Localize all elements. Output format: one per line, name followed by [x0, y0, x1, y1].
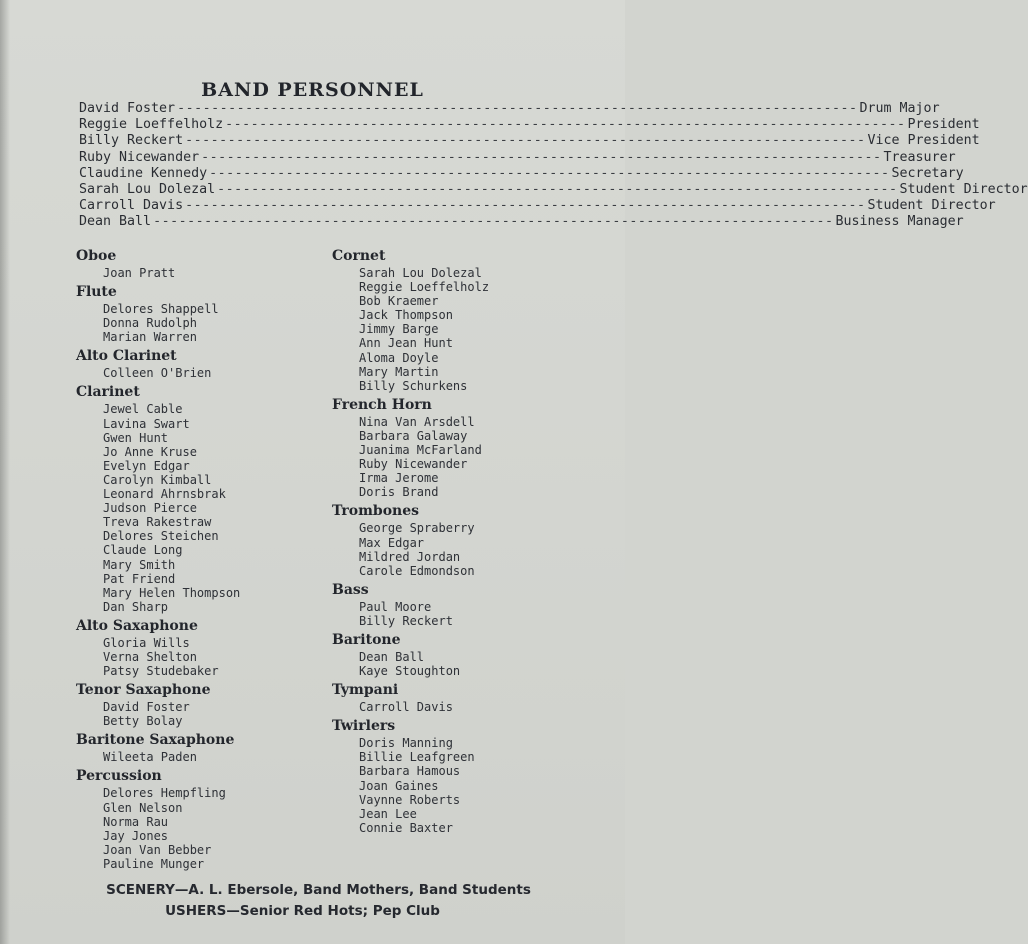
member-name: David Foster [103, 700, 190, 715]
member-name: Vaynne Roberts [359, 792, 461, 807]
member-name: Marian Warren [103, 330, 197, 345]
instrument-section [76, 347, 306, 380]
member-name: Carroll Davis [359, 700, 453, 715]
member-list [332, 600, 572, 628]
instrument-section [332, 247, 572, 393]
officer-row [79, 149, 956, 166]
section-heading: Alto Saxaphone [76, 617, 198, 634]
instrument-section [332, 631, 572, 678]
member-list [76, 700, 306, 728]
member-name: Irma Jerome [359, 471, 439, 486]
section-heading: Trombones [332, 503, 420, 520]
member-name: Doris Manning [359, 736, 453, 751]
leader-dots: -------------------------------------------------------------------------------- [225, 117, 906, 133]
officer-role: Student Director [899, 181, 1028, 197]
member-name: Kaye Stoughton [359, 664, 461, 679]
member-name: Jimmy Barge [359, 322, 439, 337]
member-name: Reggie Loeffelholz [359, 280, 490, 295]
officer-row [79, 181, 1028, 198]
officer-name: David Foster [79, 101, 176, 116]
officer-name: Claudine Kennedy [79, 165, 208, 181]
member-name: Billie Leafgreen [359, 750, 475, 765]
section-heading: Baritone Saxaphone [76, 732, 235, 749]
member-list [76, 366, 306, 380]
member-name: Jewel Cable [103, 402, 183, 417]
member-name: Delores Steichen [103, 529, 219, 544]
member-name: Connie Baxter [359, 820, 453, 835]
member-name: Mary Smith [103, 557, 176, 572]
member-name: Paul Moore [359, 599, 432, 614]
member-name: Leonard Ahrnsbrak [103, 487, 226, 502]
officer-row [79, 165, 964, 182]
leader-dots: -------------------------------------------------------------------------------- [153, 214, 834, 230]
member-list [332, 521, 572, 577]
section-heading: Percussion [76, 768, 162, 785]
leader-dots: -------------------------------------------------------------------------------- [185, 133, 866, 149]
member-name: Pat Friend [103, 571, 176, 586]
member-name: Billy Schurkens [359, 378, 468, 393]
member-name: Delores Shappell [103, 302, 219, 317]
section-heading: Tenor Saxaphone [76, 682, 211, 699]
member-name: Glen Nelson [103, 800, 183, 815]
member-name: Claude Long [103, 543, 183, 558]
section-heading: Bass [332, 581, 369, 598]
member-name: Carolyn Kimball [103, 472, 212, 487]
member-name: Jean Lee [359, 806, 417, 821]
instrument-section [76, 681, 306, 728]
member-list [76, 266, 306, 280]
member-name: Patsy Studebaker [103, 664, 219, 679]
instrument-section [76, 617, 306, 678]
officer-row [79, 133, 980, 149]
member-name: Dean Ball [359, 649, 425, 664]
page-edge-shadow [0, 0, 10, 944]
member-name: Gloria Wills [103, 635, 190, 650]
officer-row [79, 117, 980, 133]
officer-role: Business Manager [835, 214, 964, 230]
section-heading: Cornet [332, 248, 386, 264]
instrument-section [332, 681, 572, 714]
section-heading: Alto Clarinet [76, 348, 177, 365]
member-name: Juanima McFarland [359, 443, 482, 458]
member-list [76, 402, 306, 613]
member-list [332, 700, 572, 714]
member-name: Dan Sharp [103, 599, 169, 614]
member-name: Judson Pierce [103, 501, 197, 516]
instrument-section [76, 767, 306, 871]
leader-dots: -------------------------------------------------------------------------------- [217, 181, 898, 197]
section-heading: Clarinet [76, 384, 140, 401]
member-name: Verna Shelton [103, 649, 197, 664]
section-heading: Twirlers [332, 718, 396, 735]
member-name: Mary Martin [359, 364, 439, 379]
officer-role: President [907, 117, 980, 133]
officer-name: Sarah Lou Dolezal [79, 181, 216, 197]
member-name: Joan Pratt [103, 266, 176, 280]
member-name: Joan Gaines [359, 778, 439, 793]
officer-row [79, 214, 964, 230]
member-name: Billy Reckert [359, 613, 453, 628]
member-name: Mary Helen Thompson [103, 585, 241, 600]
member-name: Lavina Swart [103, 416, 190, 431]
footer-ushers: USHERS—Senior Red Hots; Pep Club [165, 903, 440, 919]
instrument-section [76, 283, 306, 344]
member-list [332, 650, 572, 678]
instrument-column-right [332, 247, 572, 838]
member-name: Delores Hempfling [103, 786, 226, 801]
member-list [76, 786, 306, 871]
member-name: Carole Edmondson [359, 563, 475, 578]
member-name: Sarah Lou Dolezal [359, 266, 482, 280]
instrument-section [332, 396, 572, 500]
officer-role: Drum Major [859, 101, 940, 116]
member-name: Jay Jones [103, 828, 169, 843]
member-name: Max Edgar [359, 535, 425, 550]
officer-role: Vice President [867, 133, 980, 149]
leader-dots: -------------------------------------------------------------------------------- [185, 198, 866, 214]
section-heading: Baritone [332, 631, 401, 648]
section-heading: Flute [76, 284, 117, 301]
member-name: Donna Rudolph [103, 316, 197, 331]
instrument-column-left [76, 247, 306, 874]
officer-name: Dean Ball [79, 214, 152, 230]
section-heading: Oboe [76, 248, 117, 264]
instrument-section [76, 383, 306, 613]
officer-row [79, 101, 940, 117]
member-name: Aloma Doyle [359, 350, 439, 365]
member-name: Treva Rakestraw [103, 515, 212, 530]
member-name: Colleen O'Brien [103, 366, 212, 381]
officer-role: Secretary [891, 165, 964, 181]
member-name: George Spraberry [359, 521, 475, 536]
member-list [332, 415, 572, 500]
member-name: Betty Bolay [103, 714, 183, 729]
officer-name: Billy Reckert [79, 133, 184, 149]
officer-name: Reggie Loeffelholz [79, 117, 224, 133]
instrument-section [332, 717, 572, 835]
member-name: Barbara Galaway [359, 428, 468, 443]
member-list [76, 750, 306, 764]
member-name: Nina Van Arsdell [359, 414, 475, 429]
member-name: Gwen Hunt [103, 430, 169, 445]
member-name: Ruby Nicewander [359, 457, 468, 472]
section-heading: French Horn [332, 396, 432, 413]
officer-role: Treasurer [883, 149, 956, 165]
member-name: Pauline Munger [103, 856, 205, 871]
officer-role: Student Director [867, 198, 996, 214]
member-name: Joan Van Bebber [103, 842, 212, 857]
member-name: Doris Brand [359, 485, 439, 500]
member-name: Barbara Hamous [359, 764, 461, 779]
leader-dots: -------------------------------------------------------------------------------- [201, 149, 882, 165]
member-name: Bob Kraemer [359, 294, 439, 309]
officers-list [79, 101, 1028, 231]
member-list [76, 302, 306, 344]
member-name: Mildred Jordan [359, 549, 461, 564]
page-title: BAND PERSONNEL [201, 79, 424, 101]
section-heading: Tympani [332, 682, 399, 699]
member-name: Evelyn Edgar [103, 458, 190, 473]
officer-row [79, 198, 996, 214]
member-list [332, 266, 572, 393]
officer-name: Ruby Nicewander [79, 149, 200, 165]
member-name: Wileeta Paden [103, 750, 197, 765]
instrument-section [332, 581, 572, 628]
member-name: Norma Rau [103, 814, 169, 829]
member-name: Jack Thompson [359, 308, 453, 323]
instrument-section [332, 502, 572, 577]
leader-dots: -------------------------------------------------------------------------------- [177, 101, 858, 116]
instrument-section [76, 247, 306, 280]
leader-dots: -------------------------------------------------------------------------------- [209, 165, 890, 181]
member-list [332, 736, 572, 835]
member-name: Ann Jean Hunt [359, 336, 453, 351]
member-list [76, 636, 306, 678]
officer-name: Carroll Davis [79, 198, 184, 214]
member-name: Jo Anne Kruse [103, 444, 197, 459]
footer-scenery: SCENERY—A. L. Ebersole, Band Mothers, Band Students [106, 882, 531, 898]
instrument-section [76, 731, 306, 764]
